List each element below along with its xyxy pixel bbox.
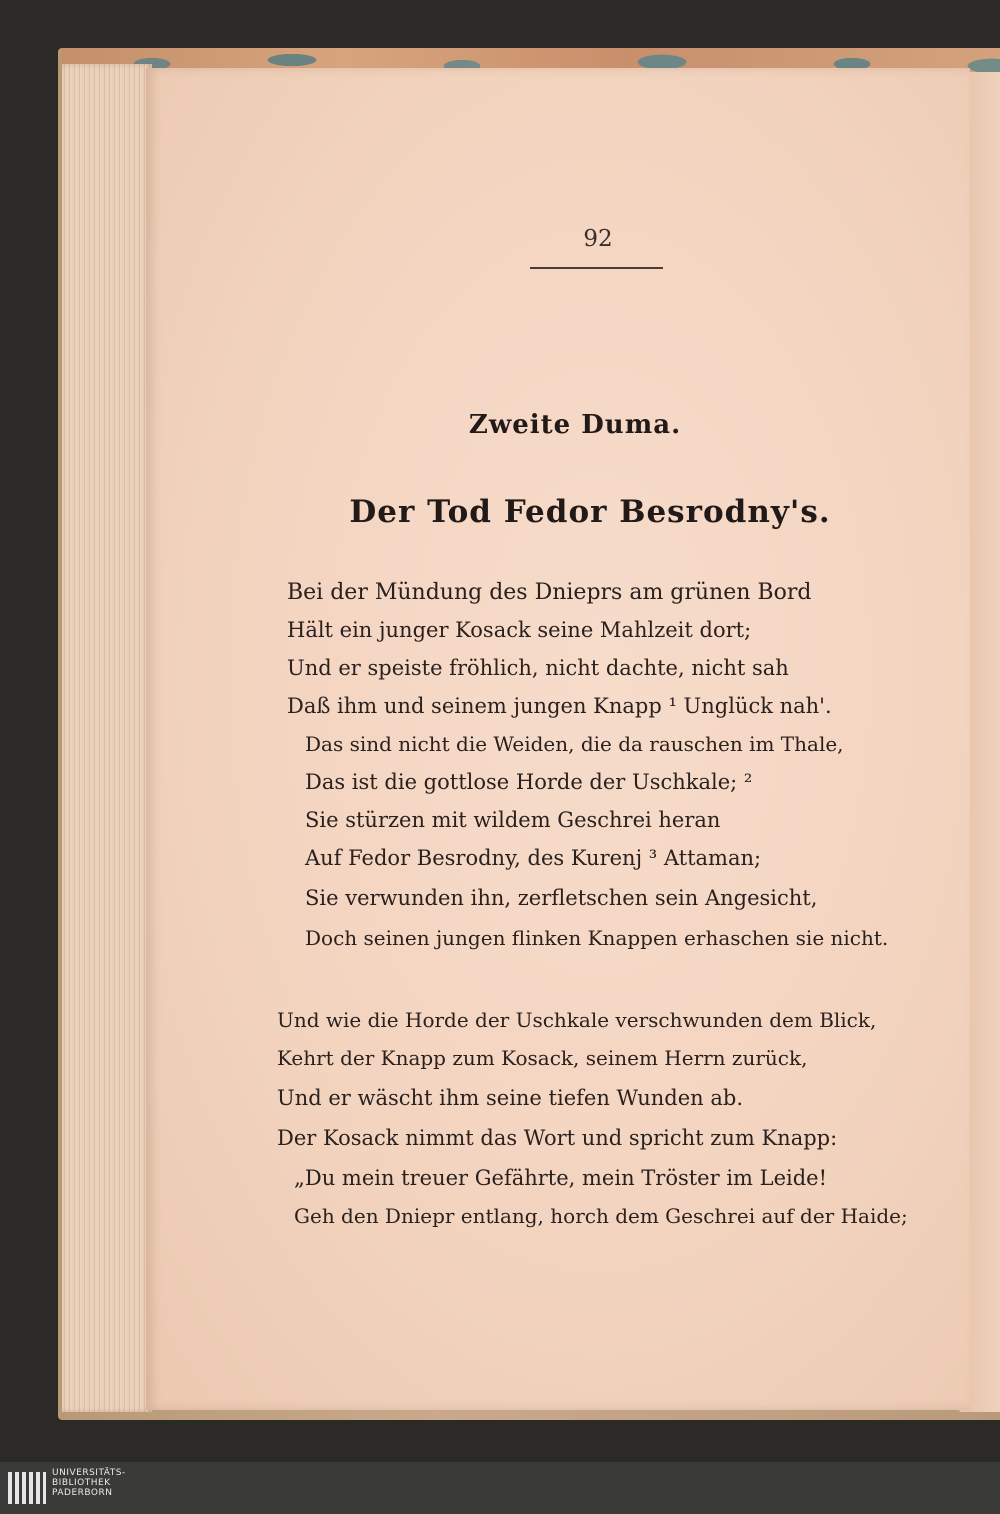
verse-line: Der Kosack nimmt das Wort und spricht zum Knapp: — [277, 1126, 838, 1150]
verse-line: Und er wäscht ihm seine tiefen Wunden ab. — [277, 1086, 744, 1110]
verse-line: Bei der Mündung des Dnieprs am grünen Bord — [287, 580, 812, 605]
library-name-line: BIBLIOTHEK — [52, 1478, 111, 1488]
verse-line: Doch seinen jungen flinken Knappen erhaschen sie nicht. — [305, 926, 889, 950]
verse-line: „Du mein treuer Gefährte, mein Tröster im Leide! — [294, 1166, 828, 1190]
verse-line: Sie stürzen mit wildem Geschrei heran — [305, 808, 721, 832]
verse-line: Das sind nicht die Weiden, die da rauschen im Thale, — [305, 732, 844, 756]
section-heading: Zweite Duma. — [468, 410, 682, 440]
verse-line: Daß ihm und seinem jungen Knapp ¹ Unglück nah'. — [287, 694, 832, 718]
verse-line: Und wie die Horde der Uschkale verschwunden dem Blick, — [277, 1008, 877, 1032]
library-name — [52, 1468, 126, 1498]
verse-line: Und er speiste fröhlich, nicht dachte, nicht sah — [287, 656, 789, 680]
library-name-line: PADERBORN — [52, 1488, 113, 1498]
verse-line: Hält ein junger Kosack seine Mahlzeit dort; — [287, 618, 752, 642]
page-stack-edge — [62, 64, 152, 1412]
library-logo-icon — [8, 1472, 46, 1504]
verse-line: Kehrt der Knapp zum Kosack, seinem Herrn zurück, — [277, 1046, 808, 1070]
library-name-line: UNIVERSITÄTS- — [52, 1468, 126, 1478]
verse-line: Das ist die gottlose Horde der Uschkale; ² — [305, 770, 753, 794]
poem-title: Der Tod Fedor Besrodny's. — [349, 494, 831, 530]
library-footer — [0, 1462, 1000, 1514]
page-number: 92 — [583, 226, 613, 252]
verse-line: Geh den Dniepr entlang, horch dem Geschrei auf der Haide; — [294, 1204, 908, 1228]
verse-line: Sie verwunden ihn, zerfletschen sein Angesicht, — [305, 886, 818, 910]
verse-line: Auf Fedor Besrodny, des Kurenj ³ Attaman; — [305, 846, 762, 870]
header-rule — [530, 267, 663, 269]
